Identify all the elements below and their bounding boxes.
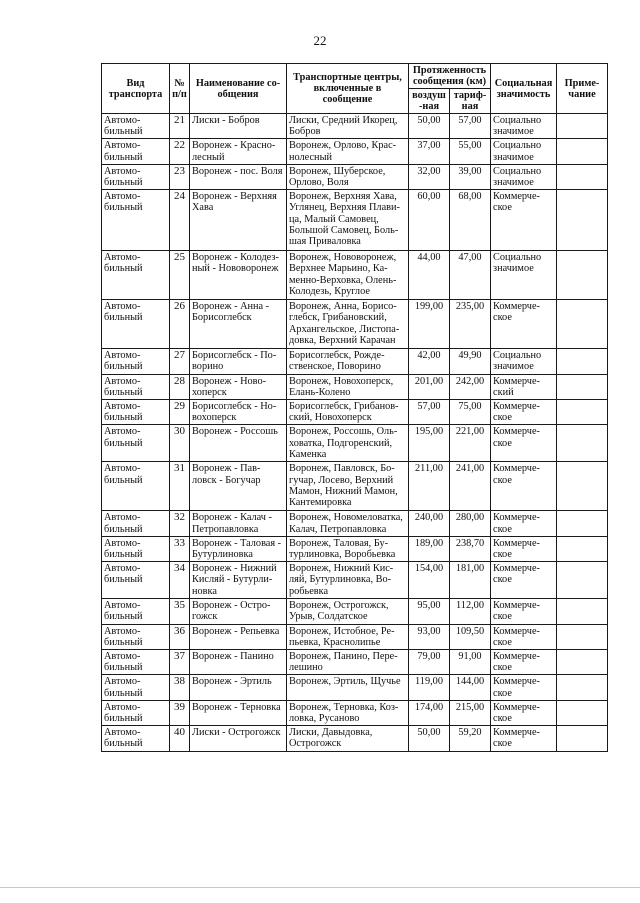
cell-air-distance: 211,00	[409, 462, 450, 511]
cell-route-name: Воронеж - Верхняя Хава	[190, 190, 287, 251]
cell-note	[557, 114, 608, 139]
table-row	[102, 536, 608, 561]
cell-transport-centers: Лиски, Средний Икорец, Бобров	[287, 114, 409, 139]
cell-number: 40	[170, 726, 190, 751]
cell-significance: Коммерче-ское	[491, 462, 557, 511]
table-row	[102, 650, 608, 675]
cell-transport-type: Автомо-бильный	[102, 251, 170, 300]
cell-tariff-distance: 181,00	[450, 562, 491, 599]
cell-significance: Коммерче-ское	[491, 511, 557, 536]
cell-route-name: Воронеж - Калач - Петропавловка	[190, 511, 287, 536]
cell-number: 21	[170, 114, 190, 139]
cell-route-name: Воронеж - Эртиль	[190, 675, 287, 700]
cell-tariff-distance: 235,00	[450, 300, 491, 349]
cell-route-name: Воронеж - Таловая - Бутурлиновка	[190, 536, 287, 561]
table-row	[102, 599, 608, 624]
cell-air-distance: 93,00	[409, 624, 450, 649]
cell-air-distance: 32,00	[409, 164, 450, 189]
cell-transport-centers: Борисоглебск, Рожде-ственское, Поворино	[287, 349, 409, 374]
cell-air-distance: 37,00	[409, 139, 450, 164]
cell-route-name: Борисоглебск - Но-вохоперск	[190, 400, 287, 425]
cell-number: 26	[170, 300, 190, 349]
cell-transport-centers: Воронеж, Новохоперск, Елань-Колено	[287, 374, 409, 399]
cell-note	[557, 425, 608, 462]
cell-route-name: Борисоглебск - По-ворино	[190, 349, 287, 374]
cell-significance: Коммерче-ское	[491, 190, 557, 251]
cell-tariff-distance: 112,00	[450, 599, 491, 624]
table-body	[102, 114, 608, 752]
header-length: Протяженность сообщения (км)	[409, 64, 491, 89]
cell-transport-type: Автомо-бильный	[102, 536, 170, 561]
cell-significance: Социально значимое	[491, 349, 557, 374]
table-header-row	[102, 64, 608, 89]
header-tariff: тариф-ная	[450, 89, 491, 114]
cell-significance: Социально значимое	[491, 164, 557, 189]
cell-route-name: Воронеж - Колодез-ный - Нововоронеж	[190, 251, 287, 300]
header-centers: Транспортные центры, включенные в сообщение	[287, 64, 409, 114]
cell-tariff-distance: 75,00	[450, 400, 491, 425]
cell-air-distance: 195,00	[409, 425, 450, 462]
cell-note	[557, 251, 608, 300]
header-type: Вид транспорта	[102, 64, 170, 114]
cell-route-name: Воронеж - Панино	[190, 650, 287, 675]
cell-transport-type: Автомо-бильный	[102, 462, 170, 511]
cell-note	[557, 300, 608, 349]
cell-note	[557, 374, 608, 399]
cell-tariff-distance: 242,00	[450, 374, 491, 399]
cell-transport-centers: Воронеж, Истобное, Ре-пьевка, Краснолипье	[287, 624, 409, 649]
cell-transport-type: Автомо-бильный	[102, 114, 170, 139]
header-note: Приме-чание	[557, 64, 608, 114]
cell-air-distance: 60,00	[409, 190, 450, 251]
cell-tariff-distance: 68,00	[450, 190, 491, 251]
cell-route-name: Лиски - Острогожск	[190, 726, 287, 751]
cell-transport-centers: Лиски, Давыдовка, Острогожск	[287, 726, 409, 751]
cell-significance: Коммерче-ское	[491, 675, 557, 700]
cell-transport-centers: Воронеж, Терновка, Коз-ловка, Русаново	[287, 700, 409, 725]
cell-transport-type: Автомо-бильный	[102, 726, 170, 751]
table-row	[102, 400, 608, 425]
transport-registry-table	[101, 63, 608, 752]
cell-air-distance: 189,00	[409, 536, 450, 561]
cell-tariff-distance: 57,00	[450, 114, 491, 139]
cell-route-name: Воронеж - Ново-хоперск	[190, 374, 287, 399]
cell-note	[557, 164, 608, 189]
table-row	[102, 164, 608, 189]
table-row	[102, 562, 608, 599]
cell-note	[557, 700, 608, 725]
cell-tariff-distance: 221,00	[450, 425, 491, 462]
header-air: воздуш-ная	[409, 89, 450, 114]
cell-note	[557, 650, 608, 675]
cell-number: 25	[170, 251, 190, 300]
cell-transport-type: Автомо-бильный	[102, 190, 170, 251]
cell-significance: Коммерче-ское	[491, 599, 557, 624]
cell-transport-type: Автомо-бильный	[102, 599, 170, 624]
cell-significance: Социально значимое	[491, 114, 557, 139]
cell-air-distance: 50,00	[409, 114, 450, 139]
cell-transport-centers: Борисоглебск, Грибанов-ский, Новохоперск	[287, 400, 409, 425]
cell-note	[557, 190, 608, 251]
cell-transport-type: Автомо-бильный	[102, 675, 170, 700]
cell-air-distance: 154,00	[409, 562, 450, 599]
cell-note	[557, 726, 608, 751]
cell-transport-type: Автомо-бильный	[102, 624, 170, 649]
cell-route-name: Воронеж - Нижний Кисляй - Бутурли-новка	[190, 562, 287, 599]
cell-transport-type: Автомо-бильный	[102, 425, 170, 462]
cell-transport-centers: Воронеж, Нововоронеж, Верхнее Марьино, Ка-менно-Верховка, Олень-Колодезь, Круглое	[287, 251, 409, 300]
cell-air-distance: 42,00	[409, 349, 450, 374]
cell-air-distance: 199,00	[409, 300, 450, 349]
cell-significance: Коммерче-ское	[491, 700, 557, 725]
cell-number: 32	[170, 511, 190, 536]
cell-air-distance: 79,00	[409, 650, 450, 675]
cell-transport-type: Автомо-бильный	[102, 400, 170, 425]
cell-number: 34	[170, 562, 190, 599]
header-name: Наименование со-общения	[190, 64, 287, 114]
table-row	[102, 190, 608, 251]
cell-route-name: Воронеж - Репьевка	[190, 624, 287, 649]
cell-note	[557, 675, 608, 700]
cell-route-name: Лиски - Бобров	[190, 114, 287, 139]
cell-route-name: Воронеж - Анна - Борисоглебск	[190, 300, 287, 349]
cell-route-name: Воронеж - Красно-лесный	[190, 139, 287, 164]
table-row	[102, 349, 608, 374]
cell-transport-centers: Воронеж, Павловск, Бо-гучар, Лосево, Верхний Мамон, Нижний Мамон, Кантемировка	[287, 462, 409, 511]
cell-air-distance: 50,00	[409, 726, 450, 751]
header-number: № п/п	[170, 64, 190, 114]
table-row	[102, 251, 608, 300]
cell-route-name: Воронеж - Россошь	[190, 425, 287, 462]
cell-note	[557, 349, 608, 374]
cell-transport-centers: Воронеж, Панино, Пере-лешино	[287, 650, 409, 675]
cell-transport-centers: Воронеж, Острогожск, Урыв, Солдатское	[287, 599, 409, 624]
cell-number: 31	[170, 462, 190, 511]
cell-transport-centers: Воронеж, Эртиль, Щучье	[287, 675, 409, 700]
table-row	[102, 139, 608, 164]
cell-number: 28	[170, 374, 190, 399]
table-row	[102, 300, 608, 349]
cell-tariff-distance: 49,90	[450, 349, 491, 374]
cell-number: 39	[170, 700, 190, 725]
cell-tariff-distance: 238,70	[450, 536, 491, 561]
cell-note	[557, 400, 608, 425]
cell-number: 29	[170, 400, 190, 425]
header-significance: Социальная значимость	[491, 64, 557, 114]
cell-transport-type: Автомо-бильный	[102, 650, 170, 675]
cell-route-name: Воронеж - пос. Воля	[190, 164, 287, 189]
cell-tariff-distance: 215,00	[450, 700, 491, 725]
table-row	[102, 425, 608, 462]
cell-transport-type: Автомо-бильный	[102, 349, 170, 374]
cell-significance: Коммерче-ское	[491, 400, 557, 425]
cell-tariff-distance: 280,00	[450, 511, 491, 536]
cell-significance: Социально значимое	[491, 251, 557, 300]
cell-number: 23	[170, 164, 190, 189]
cell-significance: Коммерче-ское	[491, 650, 557, 675]
cell-number: 30	[170, 425, 190, 462]
cell-air-distance: 57,00	[409, 400, 450, 425]
table-row	[102, 511, 608, 536]
cell-significance: Коммерче-ское	[491, 300, 557, 349]
cell-transport-centers: Воронеж, Таловая, Бу-турлиновка, Воробьевка	[287, 536, 409, 561]
cell-transport-type: Автомо-бильный	[102, 300, 170, 349]
cell-significance: Коммерче-ский	[491, 374, 557, 399]
cell-air-distance: 119,00	[409, 675, 450, 700]
cell-tariff-distance: 55,00	[450, 139, 491, 164]
cell-number: 36	[170, 624, 190, 649]
cell-tariff-distance: 144,00	[450, 675, 491, 700]
cell-route-name: Воронеж - Пав-ловск - Богучар	[190, 462, 287, 511]
table-row	[102, 114, 608, 139]
cell-note	[557, 536, 608, 561]
table-row	[102, 624, 608, 649]
cell-number: 38	[170, 675, 190, 700]
cell-note	[557, 139, 608, 164]
cell-tariff-distance: 59,20	[450, 726, 491, 751]
cell-transport-centers: Воронеж, Шуберское, Орлово, Воля	[287, 164, 409, 189]
table-row	[102, 374, 608, 399]
cell-route-name: Воронеж - Остро-гожск	[190, 599, 287, 624]
cell-air-distance: 174,00	[409, 700, 450, 725]
cell-transport-centers: Воронеж, Новомеловатка, Калач, Петропавловка	[287, 511, 409, 536]
cell-air-distance: 44,00	[409, 251, 450, 300]
cell-transport-type: Автомо-бильный	[102, 562, 170, 599]
cell-air-distance: 240,00	[409, 511, 450, 536]
cell-significance: Социально значимое	[491, 139, 557, 164]
cell-transport-type: Автомо-бильный	[102, 139, 170, 164]
cell-significance: Коммерче-ское	[491, 624, 557, 649]
cell-number: 27	[170, 349, 190, 374]
cell-number: 35	[170, 599, 190, 624]
cell-transport-type: Автомо-бильный	[102, 374, 170, 399]
cell-transport-centers: Воронеж, Верхняя Хава, Углянец, Верхняя Плави-ца, Малый Самовец, Большой Самовец, Боль-шая Приваловка	[287, 190, 409, 251]
cell-note	[557, 562, 608, 599]
cell-note	[557, 599, 608, 624]
cell-number: 22	[170, 139, 190, 164]
cell-transport-centers: Воронеж, Россошь, Оль-ховатка, Подгоренский, Каменка	[287, 425, 409, 462]
cell-number: 37	[170, 650, 190, 675]
page-bottom-rule	[0, 887, 640, 888]
table-row	[102, 700, 608, 725]
cell-note	[557, 624, 608, 649]
table-row	[102, 675, 608, 700]
cell-tariff-distance: 241,00	[450, 462, 491, 511]
cell-significance: Коммерче-ское	[491, 536, 557, 561]
cell-note	[557, 462, 608, 511]
cell-number: 33	[170, 536, 190, 561]
page-number: 22	[313, 33, 327, 48]
cell-tariff-distance: 47,00	[450, 251, 491, 300]
table-row	[102, 726, 608, 751]
cell-note	[557, 511, 608, 536]
cell-transport-type: Автомо-бильный	[102, 164, 170, 189]
cell-number: 24	[170, 190, 190, 251]
cell-transport-centers: Воронеж, Нижний Кис-ляй, Бутурлиновка, Во-робьевка	[287, 562, 409, 599]
cell-significance: Коммерче-ское	[491, 562, 557, 599]
cell-tariff-distance: 91,00	[450, 650, 491, 675]
cell-tariff-distance: 39,00	[450, 164, 491, 189]
cell-transport-centers: Воронеж, Орлово, Крас-нолесный	[287, 139, 409, 164]
table-row	[102, 462, 608, 511]
cell-route-name: Воронеж - Терновка	[190, 700, 287, 725]
cell-tariff-distance: 109,50	[450, 624, 491, 649]
cell-transport-centers: Воронеж, Анна, Борисо-глебск, Грибановский, Архангельское, Листопа-довка, Верхний Карачан	[287, 300, 409, 349]
cell-transport-type: Автомо-бильный	[102, 511, 170, 536]
cell-significance: Коммерче-ское	[491, 425, 557, 462]
cell-air-distance: 95,00	[409, 599, 450, 624]
cell-air-distance: 201,00	[409, 374, 450, 399]
cell-significance: Коммерче-ское	[491, 726, 557, 751]
cell-transport-type: Автомо-бильный	[102, 700, 170, 725]
